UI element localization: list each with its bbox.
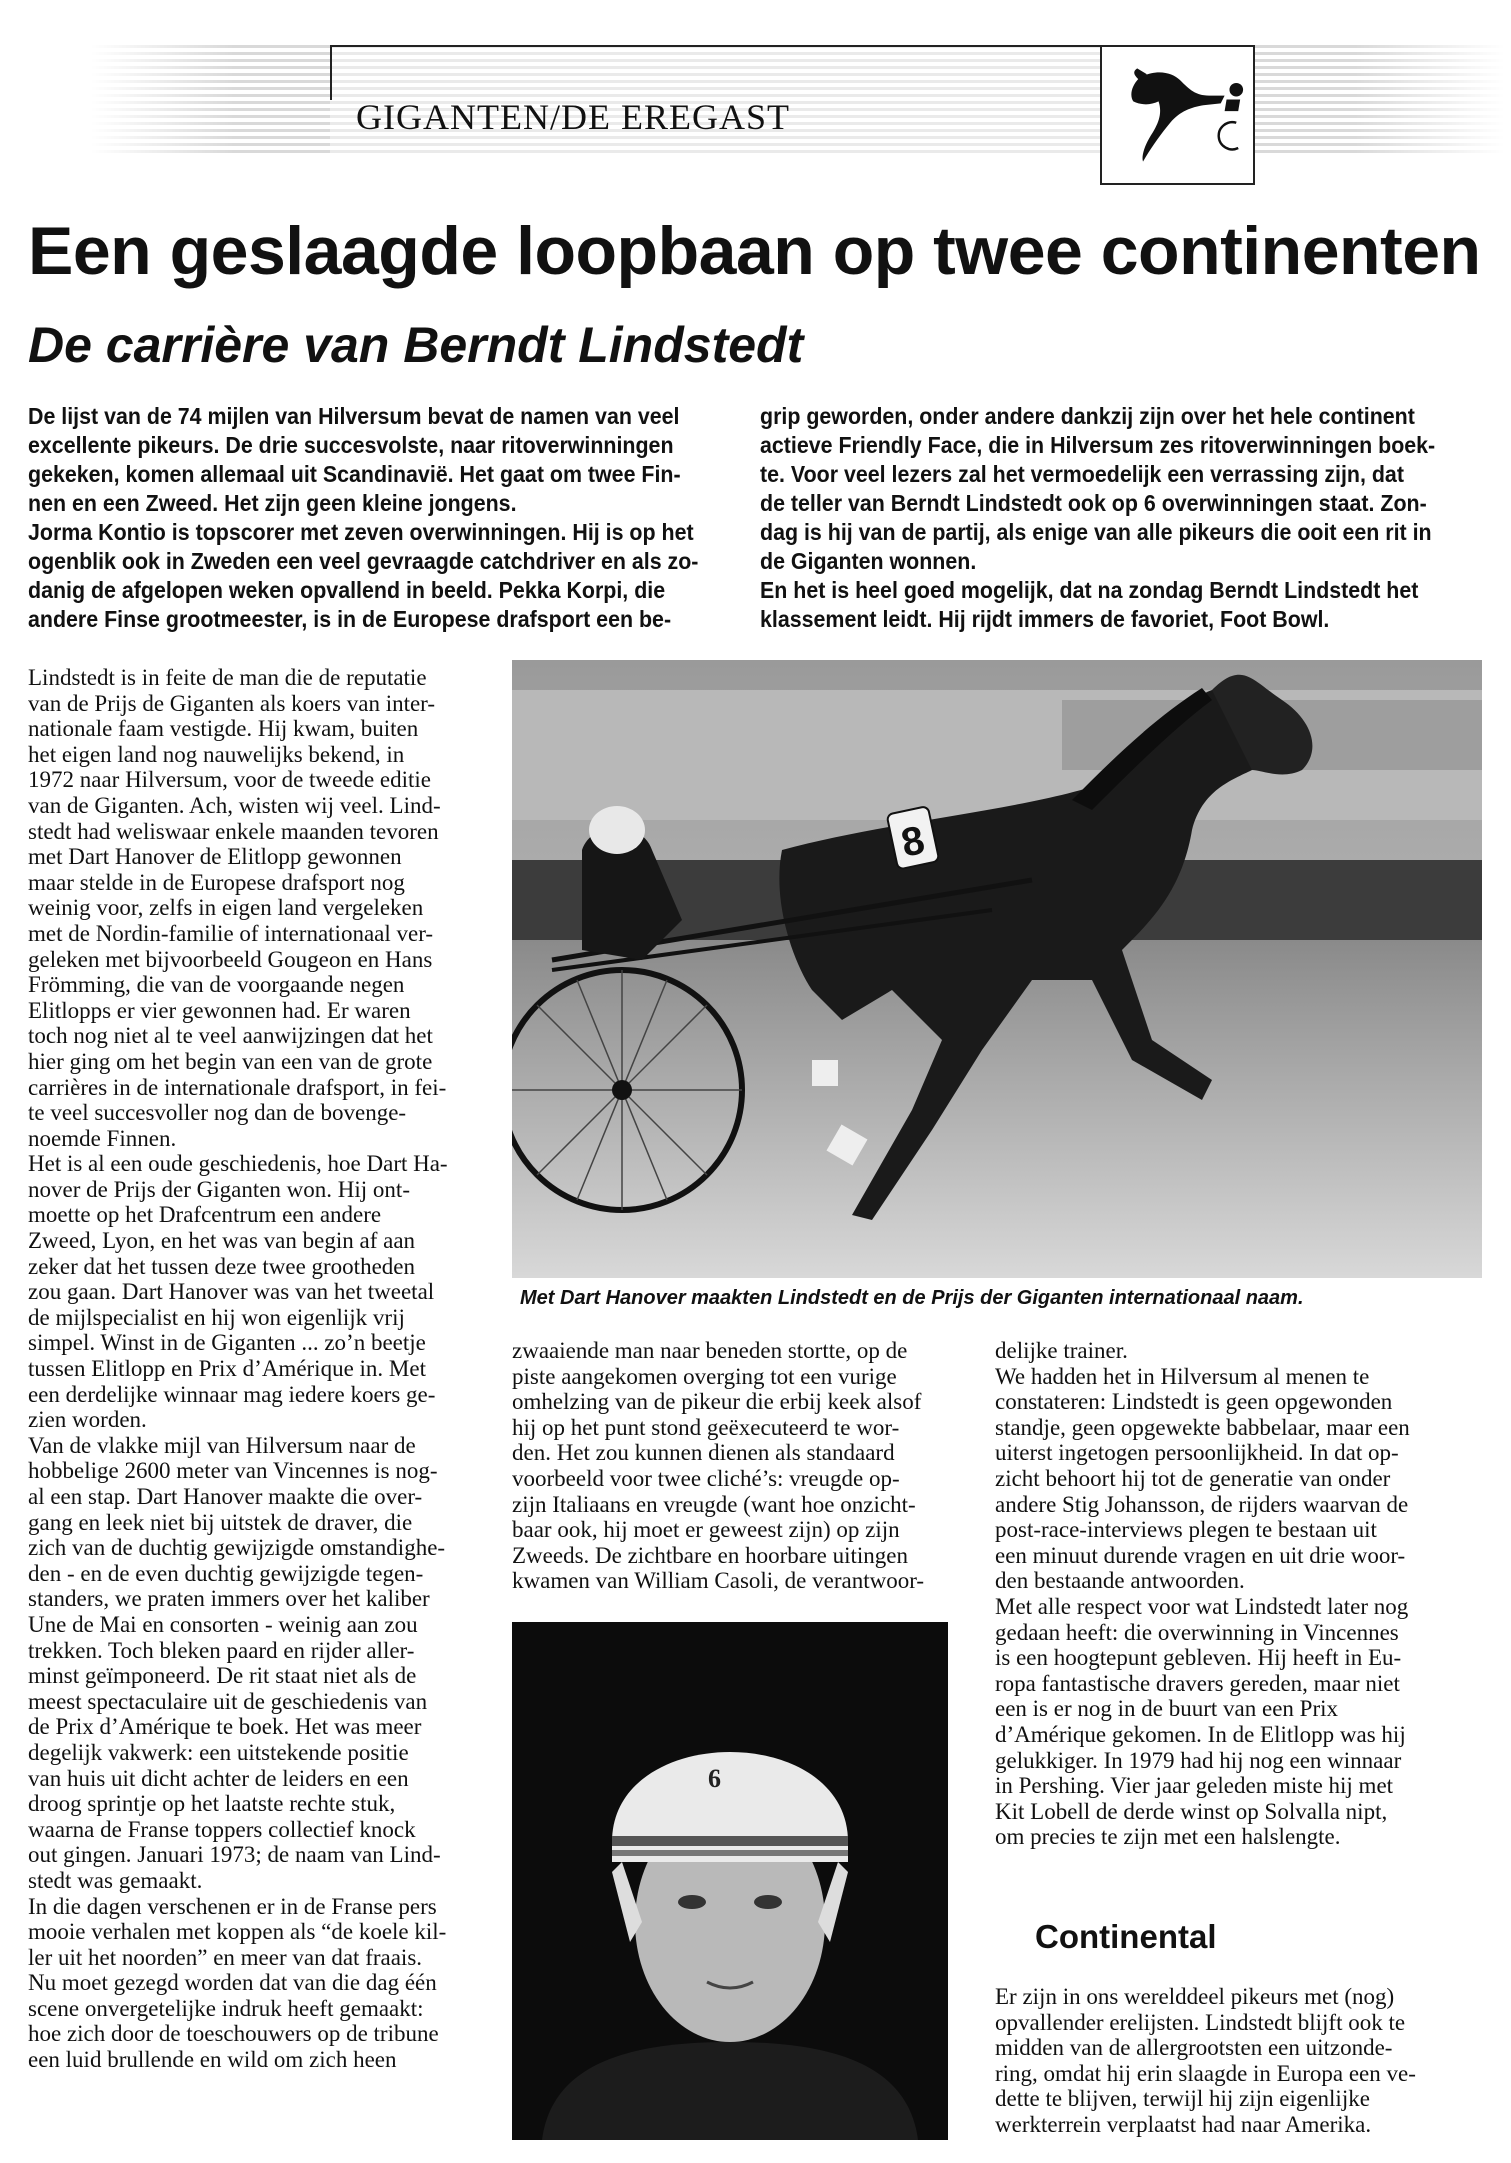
sulky-number: 8 (897, 818, 929, 866)
header-stripes-right (1255, 45, 1505, 155)
intro-column-2: grip geworden, onder andere dankzij zijn over het hele continent actieve Friendly Face, die in Hilversum zes ritoverwinningen boek- te. Voor veel lezers zal het vermoedelijk een verrassing zijn, dat de teller van Berndt Lindstedt ook op 6 overwinningen staat. Zon- dag is hij van de partij, als enige van alle pikeurs die ooit een rit in de Giganten wonnen. En het is heel goed mogelijk, dat na zondag Berndt Lindstedt het klassement leidt. Hij rijdt immers de favoriet, Foot Bowl. (760, 403, 1436, 632)
helmet-number: 6 (708, 1764, 721, 1793)
body-column-2: zwaaiende man naar beneden stortte, op de piste aangekomen overging tot een vurige omhelzing van de pikeur die erbij keek alsof hij op het punt stond geëxecuteerd te wor- den. Het zou kunnen dienen als standaard voorbeeld voor twee cliché’s: vreugde op- zijn Italiaans en vreugde (want hoe onzicht- baar ook, hij moet er geweest zijn) op zijn Zweeds. De zichtbare en hoorbare uitingen kwamen van William Casoli, de verantwoor- (512, 1338, 925, 1594)
intro-column-1: De lijst van de 74 mijlen van Hilversum bevat de namen van veel excellente pikeurs. De drie succesvolste, naar ritoverwinningen gekeken, komen allemaal uit Scandinavië. Het gaat om twee Fin- nen en een Zweed. Het zijn geen kleine jongens. Jorma Kontio is topscorer met zeven overwinningen. Hij is op het ogenblik ook in Zweden een veel gevraagde catchdriver en als zo- danig de afgelopen weken opvallend in beeld. Pekka Korpi, die andere Finse grootmeester, is in de Europese drafsport een be- (28, 403, 699, 632)
race-photo (512, 660, 1482, 1278)
header-stripes-left (90, 45, 330, 155)
section-kicker: GIGANTEN/DE EREGAST (356, 97, 790, 137)
driver-portrait-photo (512, 1622, 948, 2140)
article-headline: Een geslaagde loopbaan op twee continenten (28, 213, 1481, 289)
article-subheadline: De carrière van Berndt Lindstedt (28, 317, 804, 373)
trotting-logo (1100, 45, 1255, 185)
header-rule (330, 45, 1110, 47)
horse-sulky-icon (1102, 47, 1253, 183)
photo-caption: Met Dart Hanover maakten Lindstedt en de Prijs der Giganten internationaal naam. (520, 1287, 1304, 1309)
body-column-1: Lindstedt is in feite de man die de reputatie van de Prijs de Giganten als koers van inter- nationale faam vestigde. Hij kwam, buiten het eigen land nog nauwelijks bekend, in 1972 naar Hilversum, voor de tweede editie van de Giganten. Ach, wisten wij veel. Lind- stedt had weliswaar enkele maanden tevoren met Dart Hanover de Elitlopp gewonnen maar stelde in de Europese drafsport nog weinig voor, zelfs in eigen land vergeleken met de Nordin-familie of internationaal ver- geleken met bijvoorbeeld Gougeon en Hans Frömming, die van de voorgaande negen Elitlopps er vier gewonnen had. Er waren toch nog niet al te veel aanwijzingen dat het hier ging om het begin van een van de grote carrières in de internationale drafsport, in fei- te veel succesvoller nog dan de bovenge- noemde Finnen. Het is al een oude geschiedenis, hoe Dart Ha- nover de Prijs der Giganten won. Hij ont- moette op het Drafcentrum een andere Zweed, Lyon, en het was van begin af aan zeker dat het tussen deze twee grootheden zou gaan. Dart Hanover was van het tweetal de mijlspecialist en hij won eigenlijk vrij simpel. Winst in de Giganten ... zo’n beetje tussen Elitlopp en Prix d’Amérique in. Met een derdelijke winnaar mag iedere koers ge- zien worden. Van de vlakke mijl van Hilversum naar de hobbelige 2600 meter van Vincennes is nog- al een stap. Dart Hanover maakte die over- gang en leek niet bij uitstek de draver, die zich van de duchtig gewijzigde omstandighe- den - en de even duchtig gewijzigde tegen- standers, we praten immers over het kaliber Une de Mai en consorten - weinig aan zou trekken. Toch bleken paard en rijder aller- minst geïmponeerd. De rit staat niet als de meest spectaculaire uit de geschiedenis van de Prix d’Amérique te boek. Het was meer degelijk vakwerk: een uitstekende positie van huis uit dicht achter de leiders en een droog sprintje op het laatste rechte stuk, waarna de Franse toppers collectief knock out gingen. Januari 1973; de naam van Lind- stedt was gemaakt. In die dagen verschenen er in de Franse pers mooie verhalen met koppen als “de koele kil- ler uit het noorden” en meer van dat fraais. Nu moet gezegd worden dat van die dag één scene onvergetelijke indruk heeft gemaakt: hoe zich door de toeschouwers op de tribune een luid brullende en wild om zich heen (28, 665, 448, 2073)
header-rule-vertical (330, 45, 332, 100)
body-column-3-continued: Er zijn in ons werelddeel pikeurs met (nog) opvallender erelijsten. Lindstedt blijft ook te midden van de allergrootsten een uitzonde- ring, omdat hij erin slaagde in Europa een ve- dette te blijven, terwijl hij zijn eigenlijke werkterrein verplaatst had naar Amerika. (995, 1984, 1416, 2137)
section-heading: Continental (1035, 1918, 1217, 1955)
body-column-3: delijke trainer. We hadden het in Hilversum al menen te constateren: Lindstedt is geen opgewonden standje, geen opgewekte babbelaar, maar een uiterst ingetogen persoonlijkheid. In dat op- zicht behoort hij tot de generatie van onder andere Stig Johansson, de rijders waarvan de post-race-interviews plegen te bestaan uit een minuut durende vragen en uit drie woor- den bestaande antwoorden. Met alle respect voor wat Lindstedt later nog gedaan heeft: die overwinning in Vincennes is een hoogtepunt gebleven. Hij heeft in Eu- ropa fantastische dravers gereden, maar niet een is er nog in de buurt van een Prix d’Amérique gekomen. In de Elitlopp was hij gelukkiger. In 1979 had hij nog een winnaar in Pershing. Vier jaar geleden miste hij met Kit Lobell de derde winst op Solvalla nipt, om precies te zijn met een halslengte. (995, 1338, 1410, 1850)
